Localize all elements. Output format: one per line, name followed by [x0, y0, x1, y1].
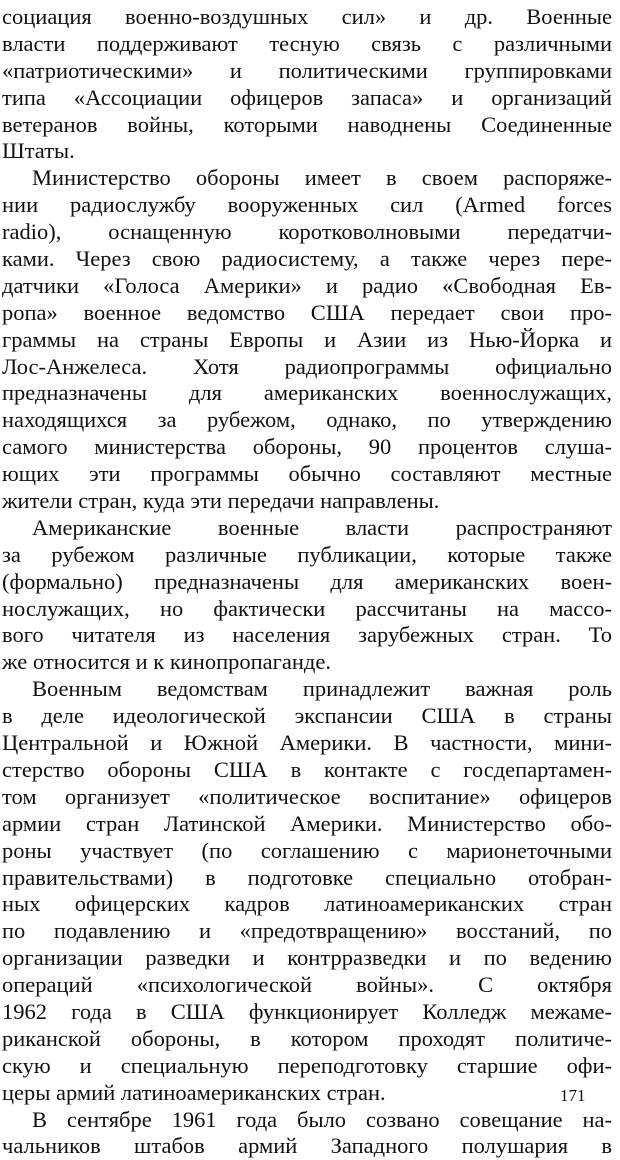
text-line: вого читателя из населения зарубежных стран. То — [2, 622, 612, 648]
text-line: роны участвует (по соглашению с марионеточными — [2, 837, 612, 863]
text-line: чальников штабов армий Западного полушария в — [2, 1133, 612, 1159]
text-line: скую и специальную переподготовку старшие офи- — [2, 1052, 612, 1078]
text-line: radio), оснащенную коротковолновыми передатчи- — [2, 219, 612, 245]
text-line: за рубежом различные публикации, которые также — [2, 541, 612, 567]
paragraph — [2, 1107, 612, 1160]
text-line: ных офицерских кадров латиноамериканских стран — [2, 891, 612, 917]
text-line: риканской обороны, в котором проходят политиче- — [2, 1025, 612, 1051]
text-line: 1962 года в США функционирует Колледж межаме- — [2, 998, 612, 1024]
text-line: Лос-Анжелеса. Хотя радиопрограммы официально — [2, 353, 612, 379]
text-line: Американские военные власти распространяют — [32, 514, 612, 540]
text-line: ющих эти программы обычно составляют местные — [2, 461, 612, 487]
text-line: «патриотическими» и политическими группировками — [2, 57, 612, 83]
text-line: армии стран Латинской Америки. Министерство обо- — [2, 810, 612, 836]
text-line: датчики «Голоса Америки» и радио «Свободная Ев- — [2, 272, 612, 298]
paragraph — [2, 515, 612, 676]
paragraph — [2, 676, 612, 1106]
text-line: типа «Ассоциации офицеров запаса» и организаций — [2, 84, 612, 110]
text-line: организации разведки и контрразведки и по ведению — [2, 945, 612, 971]
text-line: В сентябре 1961 года было созвано совещание на- — [32, 1106, 612, 1132]
paragraph — [2, 165, 612, 515]
text-line: же относится и к кинопропаганде. — [2, 649, 331, 675]
text-line: стерство обороны США в контакте с госдепартамен- — [2, 756, 612, 782]
text-line: Министерство обороны имеет в своем распоряже- — [32, 165, 612, 191]
text-line: самого министерства обороны, 90 процентов слуша- — [2, 434, 612, 460]
text-line: церы армий латиноамериканских стран. — [2, 1079, 386, 1105]
text-line: по подавлению и «предотвращению» восстаний, по — [2, 918, 612, 944]
text-line: Военным ведомствам принадлежит важная роль — [32, 676, 612, 702]
text-line: Центральной и Южной Америки. В частности, мини- — [2, 730, 612, 756]
text-line: Штаты. — [2, 138, 75, 164]
text-line: ветеранов войны, которыми наводнены Соединенные — [2, 111, 612, 137]
body-text — [2, 4, 612, 1160]
text-line: (формально) предназначены для американских воен- — [2, 568, 612, 594]
text-line: том организует «политическое воспитание» офицеров — [2, 783, 612, 809]
text-line: социация военно-воздушных сил» и др. Военные — [2, 4, 612, 29]
text-line: операций «психологической войны». С октября — [2, 972, 612, 998]
text-line: правительствами) в подготовке специально отобран- — [2, 864, 612, 890]
text-line: находящихся за рубежом, однако, по утверждению — [2, 407, 612, 433]
text-line: ками. Через свою радиосистему, а также через пере- — [2, 246, 612, 272]
text-line: предназначены для американских военнослужащих, — [2, 380, 612, 406]
text-line: нослужащих, но фактически рассчитаны на массо- — [2, 595, 612, 621]
text-line: в деле идеологической экспансии США в страны — [2, 703, 612, 729]
text-line: граммы на страны Европы и Азии из Нью-Йорка и — [2, 326, 612, 352]
page-number: 171 — [560, 1086, 586, 1105]
paragraph — [2, 4, 612, 165]
text-line: ропа» военное ведомство США передает свои про- — [2, 299, 612, 325]
text-line: нии радиослужбу вооруженных сил (Armed forces — [2, 192, 612, 218]
text-line: власти поддерживают тесную связь с различными — [2, 30, 612, 56]
text-line: жители стран, куда эти передачи направлены. — [2, 488, 440, 514]
